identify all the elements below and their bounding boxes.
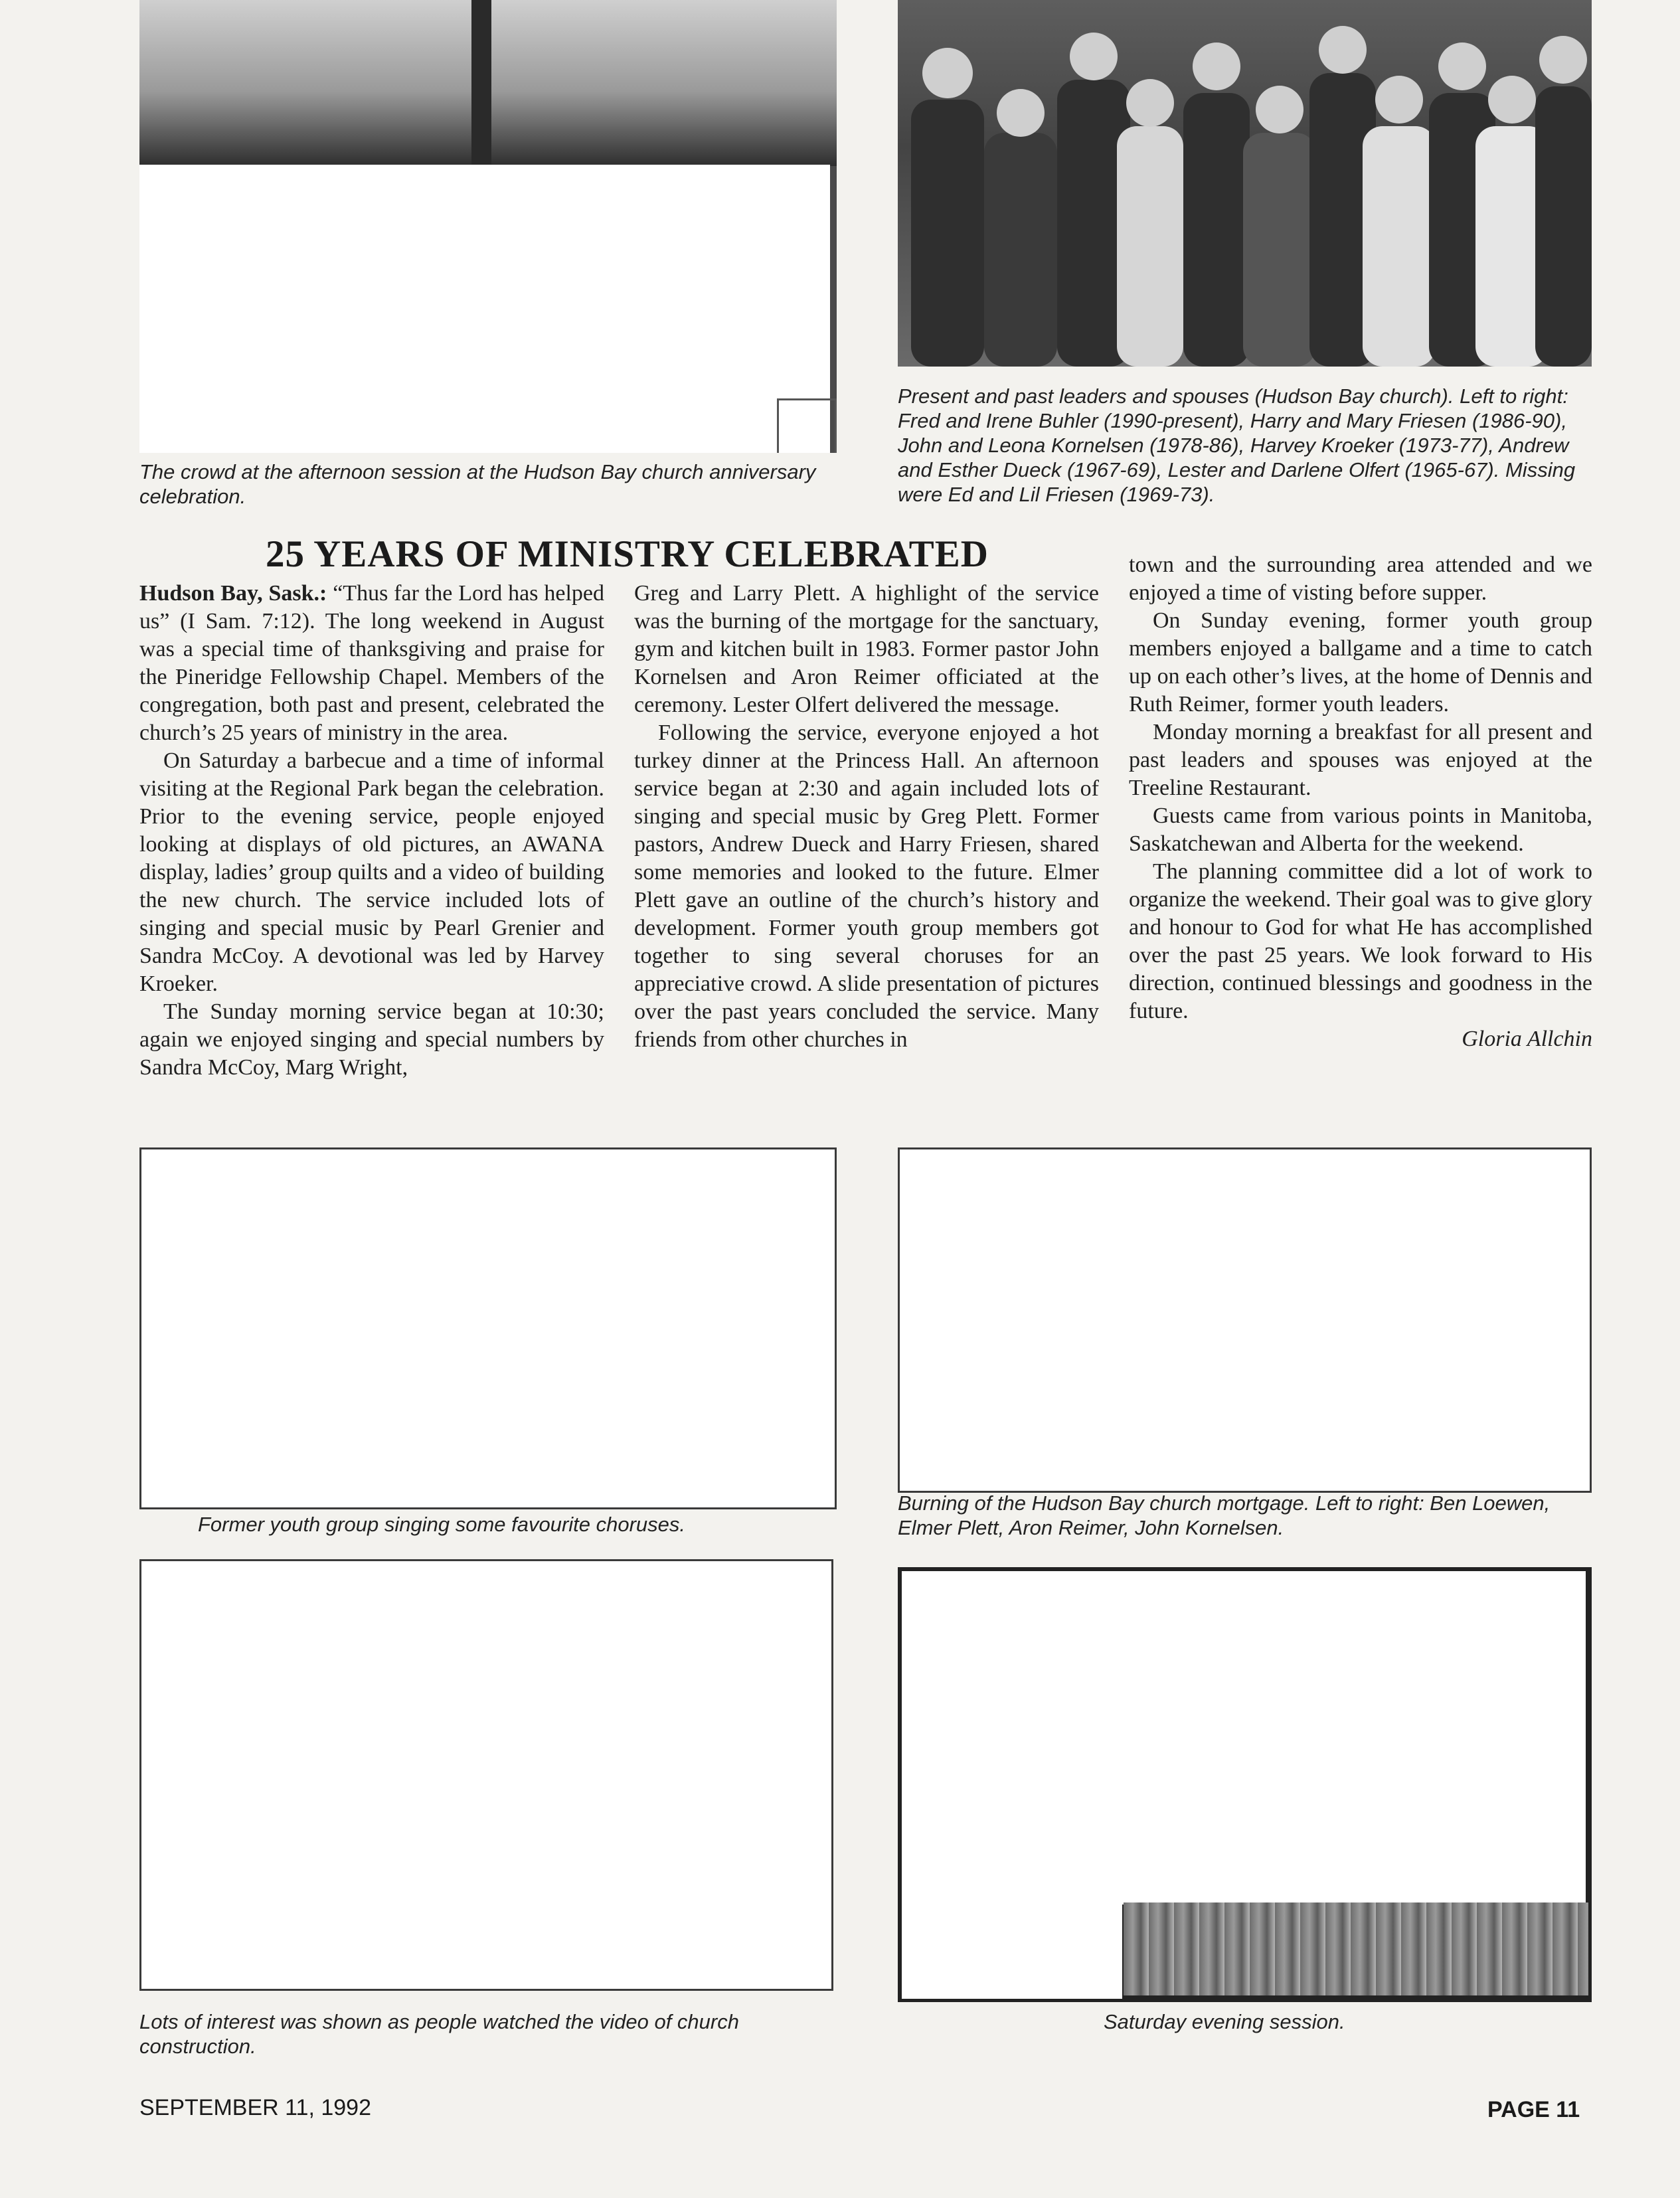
photo-saturday-redaction-top [902, 1571, 1586, 1904]
photo-saturday-audience [1124, 1902, 1588, 1995]
photo-leaders-figures [898, 0, 1592, 367]
paragraph-7: On Sunday evening, former youth group members enjoyed a ballgame and a time to catch up on each other’s lives, at the home of Dennis and Ruth Reimer, former youth leaders. [1129, 608, 1592, 717]
paragraph-1-text: “Thus far the Lord has helped us” (I Sam. 7:12). The long weekend in August was a special time of thanksgiving and praise for the Pineridge Fellowship Chapel. Members of the congregation, both past and present, celebrated the church’s 25 years of ministry in the area. [139, 581, 604, 745]
byline: Gloria Allchin [1462, 1027, 1592, 1051]
paragraph-8: Monday morning a breakfast for all present and past leaders and spouses was enjoyed at the Treeline Restaurant. [1129, 720, 1592, 800]
photo-crowd-redaction [139, 165, 830, 453]
caption-youth: Former youth group singing some favourite choruses. [198, 1513, 686, 1536]
paragraph-10: The planning committee did a lot of work to organize the weekend. Their goal was to give glory and honour to God for what He has accomplished over the past 25 years. We look forward to His direction, continued blessings and goodness in the future. [1129, 859, 1592, 1023]
dateline: Hudson Bay, Sask.: [139, 581, 327, 606]
article-column-3 [1129, 551, 1592, 1053]
article-column-1 [139, 580, 604, 1082]
photo-crowd-pillar [471, 0, 491, 166]
article-headline: 25 YEARS OF MINISTRY CELEBRATED [266, 533, 989, 575]
photo-crowd-edge [777, 398, 837, 453]
caption-mortgage: Burning of the Hudson Bay church mortgage. Left to right: Ben Loewen, Elmer Plett, Aron Reimer, John Kornelsen. [898, 1491, 1551, 1539]
paragraph-3: The Sunday morning service began at 10:30; again we enjoyed singing and special numbers by Sandra McCoy, Marg Wright, [139, 999, 604, 1080]
footer-date: SEPTEMBER 11, 1992 [139, 2095, 371, 2120]
photo-leaders [898, 0, 1592, 367]
caption-crowd: The crowd at the afternoon session at the Hudson Bay church anniversary celebration. [139, 460, 816, 508]
caption-saturday: Saturday evening session. [1104, 2010, 1345, 2033]
photo-video [139, 1559, 833, 1991]
footer-page-number: PAGE 11 [1487, 2097, 1580, 2122]
caption-leaders: Present and past leaders and spouses (Hudson Bay church). Left to right: Fred and Irene Buhler (1990-present), Harry and Mary Friesen (1986-90), John and Leona Kornelsen (1978-86), Harvey Kroeker (1973-77), Andrew and Esther Dueck (1967-69), Lester and Darlene Olfert (1965-67). Missing were Ed and Lil Friesen (1969-73). [898, 384, 1576, 506]
paragraph-4: Greg and Larry Plett. A highlight of the service was the burning of the mortgage for the sanctuary, gym and kitchen built in 1983. Former pastor John Kornelsen and Aron Reimer officiated at the ceremony. Lester Olfert delivered the message. [634, 581, 1099, 717]
photo-mortgage [898, 1147, 1592, 1493]
paragraph-9: Guests came from various points in Manitoba, Saskatchewan and Alberta for the weekend. [1129, 803, 1592, 856]
photo-youth [139, 1147, 837, 1509]
photo-saturday [898, 1567, 1592, 2002]
article-column-2 [634, 580, 1099, 1054]
paragraph-2: On Saturday a barbecue and a time of informal visiting at the Regional Park began the celebration. Prior to the evening service, people enjoyed looking at displays of old pictures, an AWANA display, ladies’ group quilts and a video of building the new church. The service included lots of singing and special music by Pearl Grenier and Sandra McCoy. A devotional was led by Harvey Kroeker. [139, 748, 604, 996]
photo-crowd [139, 0, 837, 453]
photo-saturday-redaction-left [902, 1899, 1122, 1999]
paragraph-6: town and the surrounding area attended and we enjoyed a time of visting before supper. [1129, 552, 1592, 605]
paragraph-1 [139, 580, 604, 747]
paragraph-5: Following the service, everyone enjoyed a hot turkey dinner at the Princess Hall. An afternoon service began at 2:30 and again included lots of singing and special music by Greg Plett. Former pastors, Andrew Dueck and Harry Friesen, shared some memories and looked to the future. Elmer Plett gave an outline of the church’s history and development. Former youth group members got together to sing several choruses for an appreciative crowd. A slide presentation of pictures over the past years concluded the service. Many friends from other churches in [634, 720, 1099, 1052]
caption-video: Lots of interest was shown as people watched the video of church construction. [139, 2010, 739, 2058]
